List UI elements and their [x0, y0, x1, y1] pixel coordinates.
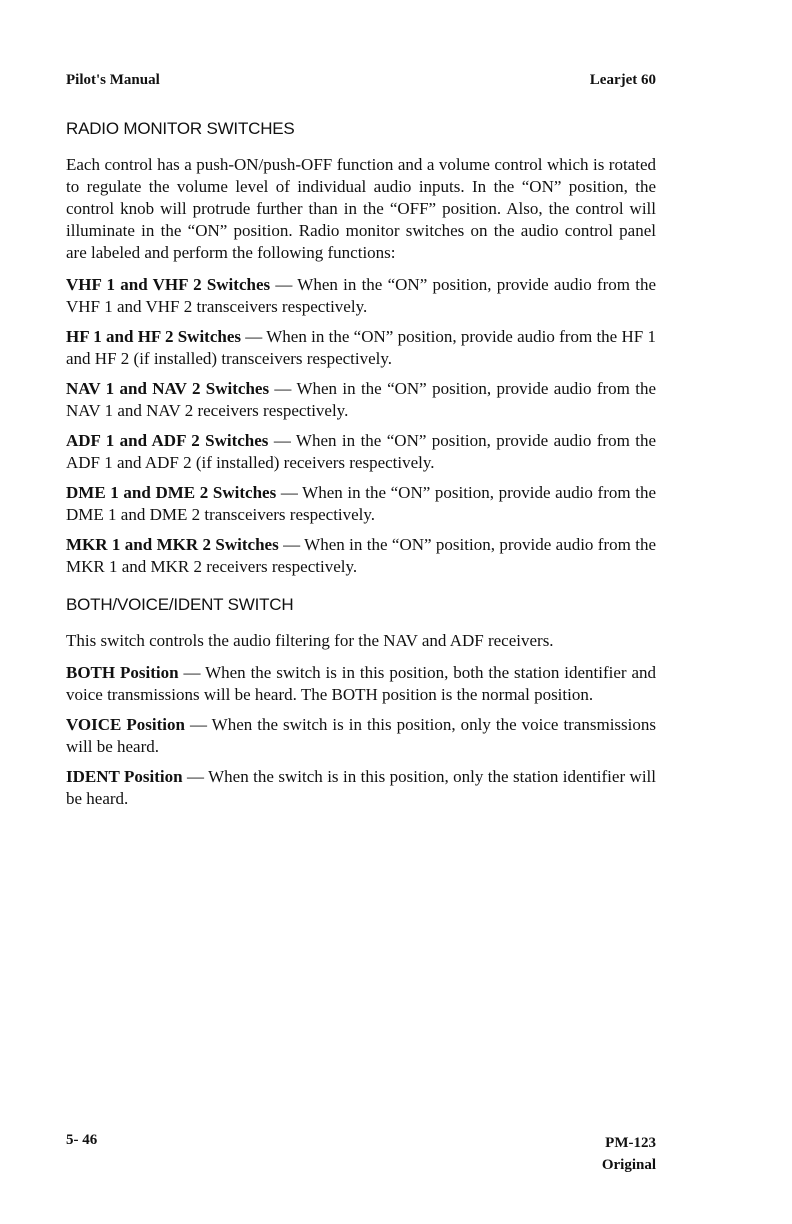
- entry-term: NAV 1 and NAV 2 Switches: [66, 379, 270, 398]
- entry-term: VOICE Position: [66, 715, 185, 734]
- switch-entry-dme: [66, 482, 656, 526]
- entry-term: MKR 1 and MKR 2 Switches: [66, 535, 279, 554]
- section-heading-both-voice-ident: BOTH/VOICE/IDENT SWITCH: [66, 595, 294, 614]
- position-entry-voice: [66, 714, 656, 758]
- entry-term: HF 1 and HF 2 Switches: [66, 327, 242, 346]
- entry-description: — When in the “ON” position, provide audio from the NAV 1 and NAV 2 receivers respectively.: [66, 379, 656, 420]
- entry-description: — When in the “ON” position, provide audio from the ADF 1 and ADF 2 (if installed) receivers respectively.: [66, 431, 656, 472]
- entry-description: — When in the “ON” position, provide audio from the DME 1 and DME 2 transceivers respectively.: [66, 483, 656, 524]
- switch-entry-mkr: [66, 534, 656, 578]
- position-entry-both: [66, 662, 656, 706]
- page-number: 5- 46: [66, 1132, 98, 1148]
- manual-title: Pilot's Manual: [66, 72, 160, 88]
- revision-label: Original: [601, 1157, 656, 1173]
- entry-term: IDENT Position: [66, 767, 183, 786]
- section-heading-radio-monitor: RADIO MONITOR SWITCHES: [66, 119, 295, 138]
- entry-description: — When the switch is in this position, only the station identifier will be heard.: [66, 767, 656, 808]
- entry-term: BOTH Position: [66, 663, 179, 682]
- switch-entry-nav: [66, 378, 656, 422]
- aircraft-model: Learjet 60: [589, 72, 656, 88]
- entry-term: DME 1 and DME 2 Switches: [66, 483, 277, 502]
- position-entry-ident: [66, 766, 656, 810]
- document-id: PM-123: [605, 1135, 656, 1151]
- document-id-block: [602, 1132, 656, 1176]
- both-voice-ident-intro: This switch controls the audio filtering for the NAV and ADF receivers.: [66, 631, 554, 650]
- page-content: [66, 118, 656, 818]
- page-header: [66, 72, 656, 94]
- switch-entry-adf: [66, 430, 656, 474]
- entry-description: — When the switch is in this position, only the voice transmissions will be heard.: [66, 715, 657, 756]
- manual-page: [66, 0, 656, 1224]
- switch-entry-vhf: [66, 274, 656, 318]
- entry-description: — When in the “ON” position, provide audio from the HF 1 and HF 2 (if installed) transceivers respectively.: [66, 327, 657, 368]
- entry-term: ADF 1 and ADF 2 Switches: [66, 431, 269, 450]
- switch-entry-hf: [66, 326, 656, 370]
- page-footer: [66, 1128, 656, 1178]
- entry-description: — When in the “ON” position, provide audio from the MKR 1 and MKR 2 receivers respectively.: [66, 535, 657, 576]
- entry-description: — When the switch is in this position, both the station identifier and voice transmissions will be heard. The BOTH position is the normal position.: [66, 663, 656, 704]
- entry-description: — When in the “ON” position, provide audio from the VHF 1 and VHF 2 transceivers respectively.: [66, 275, 657, 316]
- entry-term: VHF 1 and VHF 2 Switches: [66, 275, 271, 294]
- radio-monitor-intro: Each control has a push-ON/push-OFF function and a volume control which is rotated to regulate the volume level of individual audio inputs. In the “ON” position, the control knob will protrude further than in the “OFF” position. Also, the control will illuminate in the “ON” position. Radio monitor switches on the audio control panel are labeled and perform the following functions:: [66, 155, 656, 262]
